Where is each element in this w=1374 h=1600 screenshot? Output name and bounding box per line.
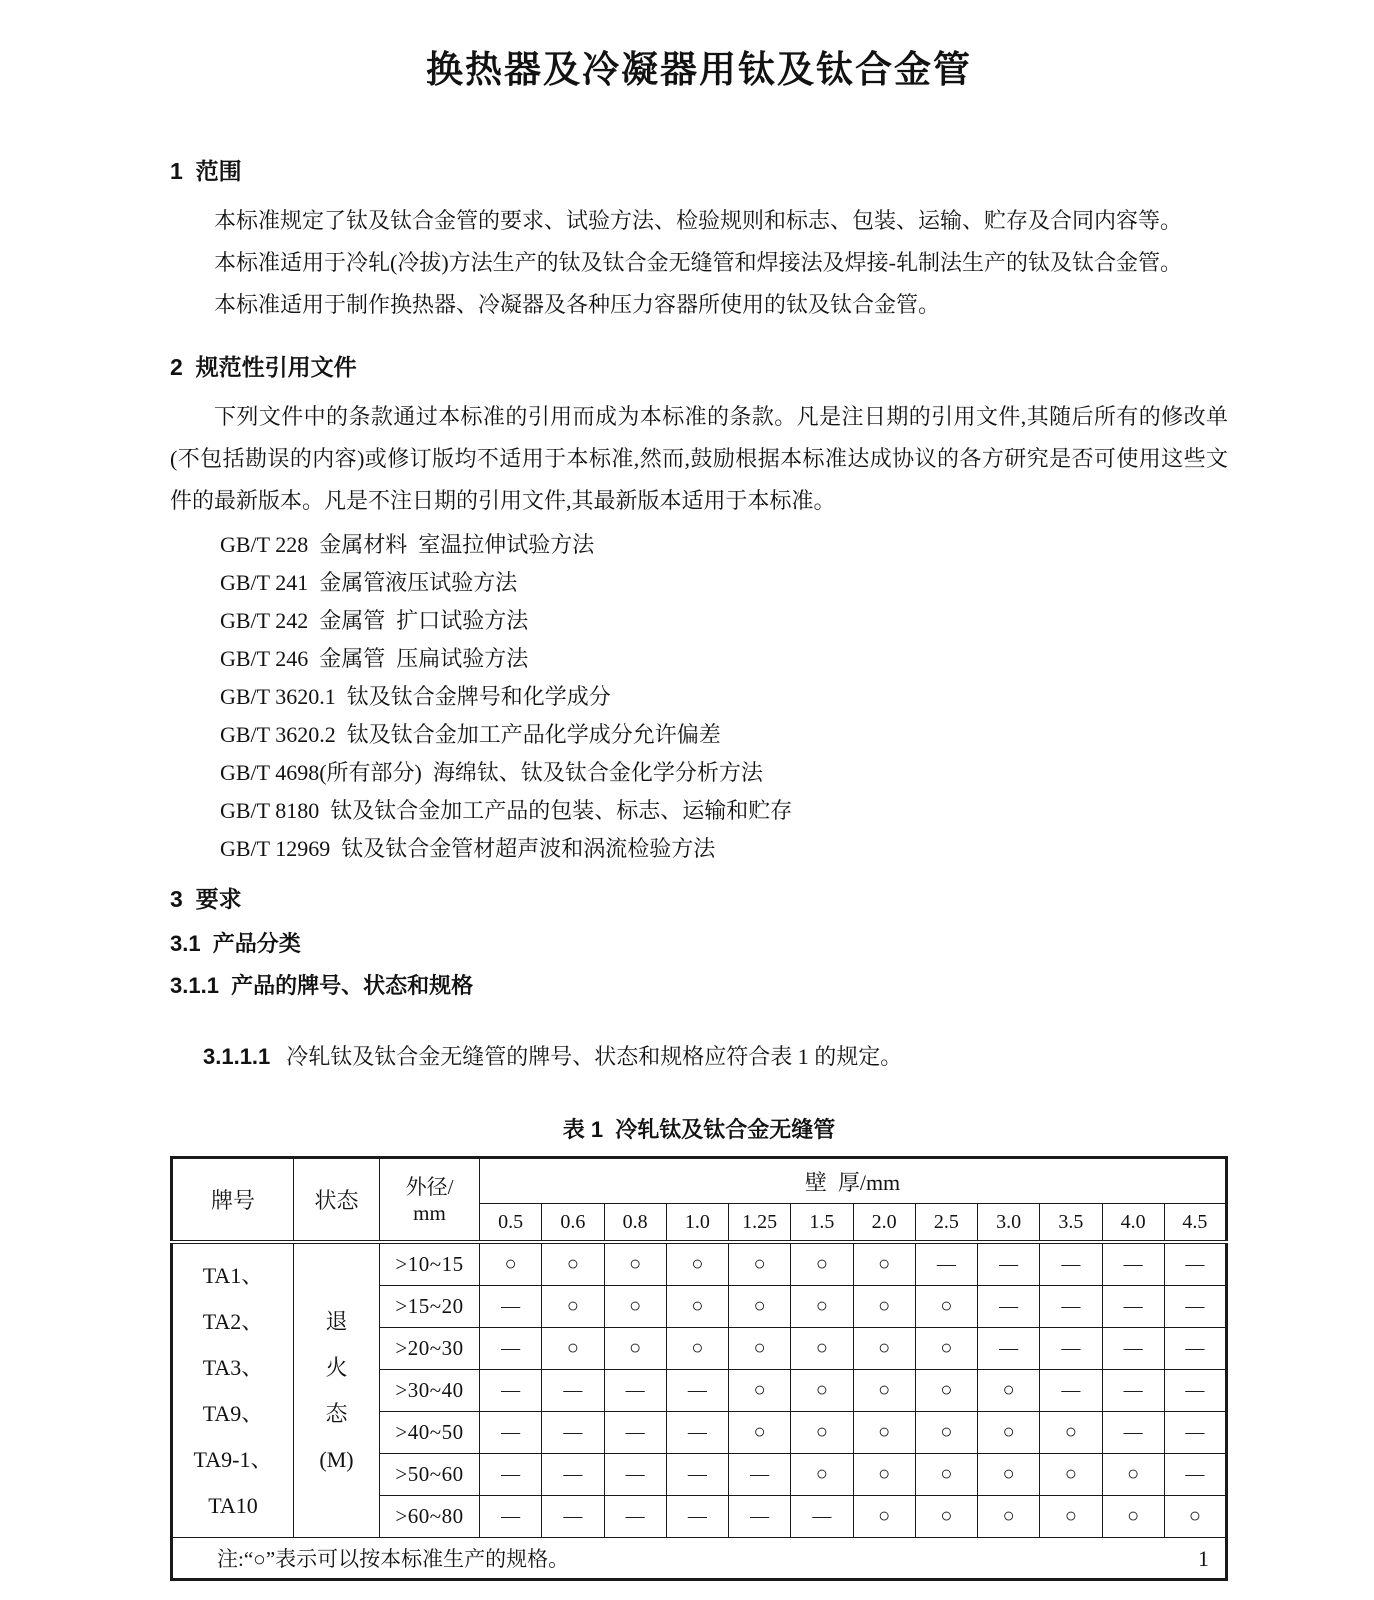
- available-mark: ○: [978, 1496, 1040, 1538]
- available-mark: ○: [978, 1412, 1040, 1454]
- available-mark: ○: [791, 1242, 853, 1286]
- available-mark: ○: [791, 1286, 853, 1328]
- not-available-mark: —: [604, 1412, 666, 1454]
- reference-item: GB/T 241 金属管液压试验方法: [220, 570, 518, 595]
- available-mark: ○: [915, 1370, 977, 1412]
- od-range-cell: >10~15: [380, 1242, 480, 1286]
- state-line: 退: [325, 1308, 348, 1334]
- od-column-header: [380, 1158, 480, 1243]
- state-line: 火: [325, 1354, 348, 1380]
- not-available-mark: —: [542, 1496, 604, 1538]
- available-mark: ○: [791, 1328, 853, 1370]
- not-available-mark: —: [604, 1370, 666, 1412]
- page-number: 1: [1198, 1546, 1209, 1571]
- thickness-header-cell: 1.25: [729, 1204, 791, 1243]
- not-available-mark: —: [666, 1496, 728, 1538]
- available-mark: ○: [1040, 1496, 1102, 1538]
- reference-item: GB/T 246 金属管 压扁试验方法: [220, 646, 529, 671]
- clause-3-1-1-1: [170, 1012, 1228, 1102]
- not-available-mark: —: [1164, 1412, 1226, 1454]
- not-available-mark: —: [1040, 1370, 1102, 1412]
- not-available-mark: —: [1102, 1242, 1164, 1286]
- grade-column-header: 牌号: [172, 1158, 294, 1243]
- available-mark: ○: [729, 1328, 791, 1370]
- available-mark: ○: [542, 1242, 604, 1286]
- available-mark: ○: [791, 1454, 853, 1496]
- not-available-mark: —: [480, 1454, 542, 1496]
- table1-row: [172, 1242, 1227, 1286]
- clause-text: 冷轧钛及钛合金无缝管的牌号、状态和规格应符合表 1 的规定。: [286, 1044, 903, 1069]
- table1-caption: 表 1 冷轧钛及钛合金无缝管: [562, 1117, 836, 1142]
- not-available-mark: —: [1164, 1370, 1226, 1412]
- not-available-mark: —: [1040, 1286, 1102, 1328]
- thickness-header-cell: 2.0: [853, 1204, 915, 1243]
- available-mark: ○: [542, 1286, 604, 1328]
- grade-line: TA3、TA9、: [202, 1354, 264, 1426]
- not-available-mark: —: [1102, 1412, 1164, 1454]
- available-mark: ○: [915, 1454, 977, 1496]
- available-mark: ○: [978, 1454, 1040, 1496]
- table1-note-row: [172, 1538, 1227, 1580]
- paragraph: 本标准适用于制作换热器、冷凝器及各种压力容器所使用的钛及钛合金管。: [214, 292, 941, 317]
- available-mark: ○: [666, 1286, 728, 1328]
- not-available-mark: —: [542, 1454, 604, 1496]
- not-available-mark: —: [729, 1454, 791, 1496]
- available-mark: ○: [853, 1286, 915, 1328]
- available-mark: ○: [853, 1370, 915, 1412]
- od-header-line2: mm: [413, 1200, 446, 1225]
- section3-1-heading: 3.1 产品分类: [170, 931, 301, 956]
- not-available-mark: —: [542, 1370, 604, 1412]
- table1-note: 注:“○”表示可以按本标准生产的规格。: [172, 1538, 1227, 1580]
- not-available-mark: —: [1040, 1328, 1102, 1370]
- available-mark: ○: [915, 1412, 977, 1454]
- thickness-header-cell: 3.0: [978, 1204, 1040, 1243]
- not-available-mark: —: [480, 1370, 542, 1412]
- od-range-cell: >60~80: [380, 1496, 480, 1538]
- not-available-mark: —: [666, 1370, 728, 1412]
- available-mark: ○: [853, 1496, 915, 1538]
- grade-line: TA9-1、: [193, 1446, 273, 1472]
- thickness-header-cell: 4.0: [1102, 1204, 1164, 1243]
- thickness-header-cell: 1.0: [666, 1204, 728, 1243]
- available-mark: ○: [978, 1370, 1040, 1412]
- available-mark: ○: [666, 1328, 728, 1370]
- available-mark: ○: [604, 1242, 666, 1286]
- available-mark: ○: [853, 1242, 915, 1286]
- not-available-mark: —: [1102, 1328, 1164, 1370]
- not-available-mark: —: [542, 1412, 604, 1454]
- reference-item: GB/T 4698(所有部分) 海绵钛、钛及钛合金化学分析方法: [220, 760, 763, 785]
- section1-body: [170, 200, 1228, 326]
- not-available-mark: —: [791, 1496, 853, 1538]
- not-available-mark: —: [666, 1454, 728, 1496]
- wall-thickness-header: 壁 厚/mm: [480, 1158, 1227, 1204]
- grade-line: TA1、TA2、: [202, 1262, 264, 1334]
- clause-number: 3.1.1.1: [203, 1044, 271, 1069]
- not-available-mark: —: [1164, 1454, 1226, 1496]
- table1-header-row: [172, 1158, 1227, 1204]
- references-list: [170, 526, 1228, 868]
- available-mark: ○: [604, 1328, 666, 1370]
- grade-line: TA10: [208, 1492, 258, 1518]
- thickness-header-cell: 3.5: [1040, 1204, 1102, 1243]
- reference-item: GB/T 8180 钛及钛合金加工产品的包装、标志、运输和贮存: [220, 798, 793, 823]
- not-available-mark: —: [1164, 1286, 1226, 1328]
- available-mark: ○: [729, 1242, 791, 1286]
- grade-cell: [172, 1242, 294, 1538]
- available-mark: ○: [729, 1370, 791, 1412]
- not-available-mark: —: [480, 1328, 542, 1370]
- available-mark: ○: [915, 1328, 977, 1370]
- available-mark: ○: [480, 1242, 542, 1286]
- not-available-mark: —: [729, 1496, 791, 1538]
- available-mark: ○: [853, 1328, 915, 1370]
- not-available-mark: —: [666, 1412, 728, 1454]
- available-mark: ○: [1164, 1496, 1226, 1538]
- not-available-mark: —: [604, 1454, 666, 1496]
- od-range-cell: >30~40: [380, 1370, 480, 1412]
- not-available-mark: —: [604, 1496, 666, 1538]
- thickness-header-cell: 4.5: [1164, 1204, 1226, 1243]
- od-range-cell: >20~30: [380, 1328, 480, 1370]
- thickness-header-cell: 0.6: [542, 1204, 604, 1243]
- section2-body: [170, 396, 1228, 522]
- thickness-header-cell: 1.5: [791, 1204, 853, 1243]
- not-available-mark: —: [1102, 1370, 1164, 1412]
- not-available-mark: —: [480, 1286, 542, 1328]
- reference-item: GB/T 228 金属材料 室温拉伸试验方法: [220, 532, 595, 557]
- state-cell: [294, 1242, 380, 1538]
- reference-item: GB/T 3620.1 钛及钛合金牌号和化学成分: [220, 684, 611, 709]
- available-mark: ○: [791, 1370, 853, 1412]
- thickness-header-cell: 2.5: [915, 1204, 977, 1243]
- available-mark: ○: [604, 1286, 666, 1328]
- available-mark: ○: [853, 1412, 915, 1454]
- document-title: 换热器及冷凝器用钛及钛合金管: [426, 49, 972, 90]
- thickness-header-cell: 0.8: [604, 1204, 666, 1243]
- od-header-line1: 外径/: [405, 1174, 454, 1199]
- available-mark: ○: [542, 1328, 604, 1370]
- not-available-mark: —: [1164, 1328, 1226, 1370]
- available-mark: ○: [915, 1286, 977, 1328]
- state-column-header: 状态: [294, 1158, 380, 1243]
- available-mark: ○: [1040, 1454, 1102, 1496]
- available-mark: ○: [729, 1286, 791, 1328]
- section1-heading: 1 范围: [170, 158, 242, 184]
- od-range-cell: >40~50: [380, 1412, 480, 1454]
- paragraph: 本标准适用于冷轧(冷拔)方法生产的钛及钛合金无缝管和焊接法及焊接-轧制法生产的钛及钛合金管。: [214, 250, 1182, 275]
- not-available-mark: —: [1040, 1242, 1102, 1286]
- page-content: [170, 0, 1228, 1581]
- available-mark: ○: [666, 1242, 728, 1286]
- table1: [170, 1156, 1228, 1581]
- section2-heading: 2 规范性引用文件: [170, 354, 357, 380]
- not-available-mark: —: [1102, 1286, 1164, 1328]
- reference-item: GB/T 242 金属管 扩口试验方法: [220, 608, 529, 633]
- not-available-mark: —: [978, 1286, 1040, 1328]
- od-range-cell: >15~20: [380, 1286, 480, 1328]
- reference-item: GB/T 3620.2 钛及钛合金加工产品化学成分允许偏差: [220, 722, 721, 747]
- reference-item: GB/T 12969 钛及钛合金管材超声波和涡流检验方法: [220, 836, 716, 861]
- available-mark: ○: [791, 1412, 853, 1454]
- available-mark: ○: [1102, 1496, 1164, 1538]
- not-available-mark: —: [480, 1496, 542, 1538]
- available-mark: ○: [1040, 1412, 1102, 1454]
- not-available-mark: —: [978, 1328, 1040, 1370]
- available-mark: ○: [729, 1412, 791, 1454]
- od-range-cell: >50~60: [380, 1454, 480, 1496]
- state-line: (M): [319, 1446, 354, 1472]
- not-available-mark: —: [1164, 1242, 1226, 1286]
- state-line: 态: [325, 1400, 348, 1426]
- available-mark: ○: [915, 1496, 977, 1538]
- thickness-header-cell: 0.5: [480, 1204, 542, 1243]
- section3-heading: 3 要求: [170, 886, 242, 912]
- section3-1-1-heading: 3.1.1 产品的牌号、状态和规格: [170, 973, 474, 998]
- not-available-mark: —: [915, 1242, 977, 1286]
- paragraph: 下列文件中的条款通过本标准的引用而成为本标准的条款。凡是注日期的引用文件,其随后所有的修改单(不包括勘误的内容)或修订版均不适用于本标准,然而,鼓励根据本标准达成协议的各方研究是否可使用这些文件的最新版本。凡是不注日期的引用文件,其最新版本适用于本标准。: [170, 404, 1228, 513]
- available-mark: ○: [1102, 1454, 1164, 1496]
- available-mark: ○: [853, 1454, 915, 1496]
- table1-body: [172, 1242, 1227, 1538]
- paragraph: 本标准规定了钛及钛合金管的要求、试验方法、检验规则和标志、包装、运输、贮存及合同内容等。: [214, 208, 1183, 233]
- not-available-mark: —: [978, 1242, 1040, 1286]
- not-available-mark: —: [480, 1412, 542, 1454]
